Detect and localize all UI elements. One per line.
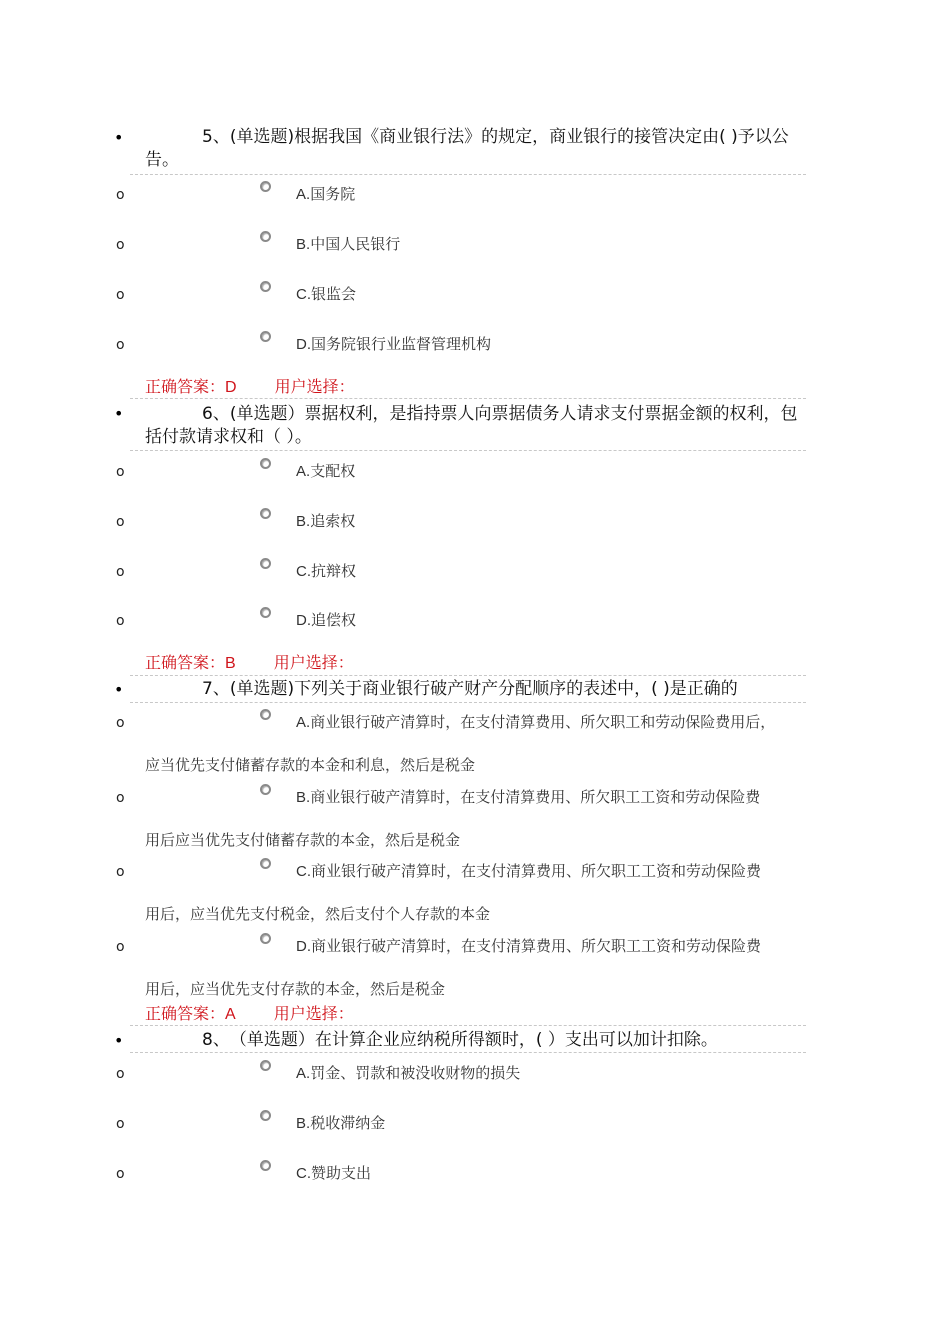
question-bullet: • xyxy=(114,680,124,699)
question-6-text xyxy=(145,403,813,449)
option-q8-c[interactable] xyxy=(296,1163,371,1184)
option-q5-c[interactable] xyxy=(296,284,356,305)
option-letter: B. xyxy=(296,789,311,806)
radio-button-q7-a[interactable] xyxy=(260,709,271,720)
option-q7-a-continued: 应当优先支付储蓄存款的本金和利息，然后是税金 xyxy=(145,756,476,774)
radio-button-q8-c[interactable] xyxy=(260,1160,271,1171)
question-bullet: • xyxy=(114,404,124,423)
question-bullet: • xyxy=(114,1031,124,1050)
divider xyxy=(130,398,806,399)
option-label: 抗辩权 xyxy=(311,562,357,580)
option-letter: B. xyxy=(296,1115,311,1132)
option-bullet: o xyxy=(116,790,125,806)
question-stem: (单选题)根据我国《商业银行法》的规定，商业银行的接管决定由( )予以公告。 xyxy=(145,127,789,170)
radio-button-q7-b[interactable] xyxy=(260,784,271,795)
option-q7-c-continued: 用后，应当优先支付税金，然后支付个人存款的本金 xyxy=(145,905,491,923)
option-q8-b[interactable] xyxy=(296,1113,385,1134)
option-label: 赞助支出 xyxy=(311,1164,372,1182)
radio-button-q6-b[interactable] xyxy=(260,508,271,519)
question-5-text xyxy=(145,126,813,172)
radio-button-q5-b[interactable] xyxy=(260,231,271,242)
correct-answer: A xyxy=(225,1006,236,1023)
correct-answer: B xyxy=(225,655,236,672)
option-label: 追索权 xyxy=(310,512,356,530)
answer-label: 正确答案： xyxy=(145,1004,226,1023)
option-letter: A. xyxy=(296,714,311,731)
option-label: 银监会 xyxy=(311,285,357,303)
option-q7-d-continued: 用后，应当优先支付存款的本金，然后是税金 xyxy=(145,980,446,998)
option-bullet: o xyxy=(116,464,125,480)
radio-button-q8-b[interactable] xyxy=(260,1110,271,1121)
option-letter: C. xyxy=(296,563,311,580)
answer-line-q7 xyxy=(145,1004,354,1025)
option-bullet: o xyxy=(116,187,125,203)
divider xyxy=(130,702,806,703)
option-bullet: o xyxy=(116,1066,125,1082)
radio-button-q5-a[interactable] xyxy=(260,181,271,192)
option-bullet: o xyxy=(116,237,125,253)
user-choice-label: 用户选择： xyxy=(274,377,355,396)
option-label: 商业银行破产清算时，在支付清算费用、所欠职工工资和劳动保险费 xyxy=(311,937,762,955)
question-number: 6、 xyxy=(202,404,230,424)
option-bullet: o xyxy=(116,337,125,353)
radio-button-q6-d[interactable] xyxy=(260,607,271,618)
answer-label: 正确答案： xyxy=(145,653,226,672)
option-letter: A. xyxy=(296,463,311,480)
option-bullet: o xyxy=(116,1166,125,1182)
option-bullet: o xyxy=(116,864,125,880)
option-label: 追偿权 xyxy=(311,611,357,629)
option-q5-a[interactable] xyxy=(296,184,355,205)
option-bullet: o xyxy=(116,1116,125,1132)
divider xyxy=(130,675,806,676)
option-label: 国务院银行业监督管理机构 xyxy=(311,335,492,353)
option-q6-c[interactable] xyxy=(296,561,356,582)
option-q5-d[interactable] xyxy=(296,334,491,355)
option-letter: B. xyxy=(296,513,311,530)
option-letter: C. xyxy=(296,1165,311,1182)
divider xyxy=(130,1052,806,1053)
option-q6-d[interactable] xyxy=(296,610,356,631)
question-number: 8、 xyxy=(202,1030,230,1050)
divider xyxy=(130,1025,806,1026)
radio-button-q7-d[interactable] xyxy=(260,933,271,944)
question-stem: (单选题)下列关于商业银行破产财产分配顺序的表述中，( )是正确的 xyxy=(229,679,738,699)
radio-button-q6-c[interactable] xyxy=(260,558,271,569)
option-label: 支配权 xyxy=(310,462,356,480)
user-choice-label: 用户选择： xyxy=(273,1004,354,1023)
option-label: 罚金、罚款和被没收财物的损失 xyxy=(310,1064,521,1082)
correct-answer: D xyxy=(225,379,237,396)
option-bullet: o xyxy=(116,287,125,303)
divider xyxy=(130,174,806,175)
question-number: 5、 xyxy=(202,127,230,147)
question-stem: (单选题）票据权利，是指持票人向票据债务人请求支付票据金额的权利，包括付款请求权和（ ）。 xyxy=(145,404,798,447)
question-7-text xyxy=(145,678,813,701)
option-letter: B. xyxy=(296,236,311,253)
option-label: 商业银行破产清算时，在支付清算费用、所欠职工工资和劳动保险费 xyxy=(310,788,761,806)
option-label: 税收滞纳金 xyxy=(310,1114,386,1132)
option-bullet: o xyxy=(116,613,125,629)
option-letter: D. xyxy=(296,938,311,955)
radio-button-q7-c[interactable] xyxy=(260,858,271,869)
question-stem: （单选题）在计算企业应纳税所得额时，( ）支出可以加计扣除。 xyxy=(229,1030,718,1050)
option-q6-a[interactable] xyxy=(296,461,355,482)
option-q7-b-continued: 用后应当优先支付储蓄存款的本金，然后是税金 xyxy=(145,831,461,849)
question-8-text xyxy=(145,1029,813,1052)
option-label: 商业银行破产清算时，在支付清算费用、所欠职工和劳动保险费用后， xyxy=(310,713,776,731)
option-q7-d[interactable] xyxy=(296,936,761,957)
option-q8-a[interactable] xyxy=(296,1063,520,1084)
option-letter: C. xyxy=(296,286,311,303)
option-bullet: o xyxy=(116,939,125,955)
option-letter: A. xyxy=(296,1065,311,1082)
option-bullet: o xyxy=(116,564,125,580)
radio-button-q8-a[interactable] xyxy=(260,1060,271,1071)
user-choice-label: 用户选择： xyxy=(273,653,354,672)
answer-line-q5 xyxy=(145,377,355,398)
option-q6-b[interactable] xyxy=(296,511,355,532)
radio-button-q6-a[interactable] xyxy=(260,458,271,469)
option-q7-c[interactable] xyxy=(296,861,761,882)
option-bullet: o xyxy=(116,715,125,731)
option-label: 国务院 xyxy=(310,185,356,203)
divider xyxy=(130,450,806,451)
radio-button-q5-c[interactable] xyxy=(260,281,271,292)
question-number: 7、 xyxy=(202,679,230,699)
option-label: 中国人民银行 xyxy=(310,235,401,253)
answer-label: 正确答案： xyxy=(145,377,226,396)
option-letter: D. xyxy=(296,612,311,629)
option-letter: C. xyxy=(296,863,311,880)
option-q5-b[interactable] xyxy=(296,234,400,255)
option-letter: D. xyxy=(296,336,311,353)
option-label: 商业银行破产清算时，在支付清算费用、所欠职工工资和劳动保险费 xyxy=(311,862,762,880)
radio-button-q5-d[interactable] xyxy=(260,331,271,342)
option-q7-a[interactable] xyxy=(296,712,775,733)
option-bullet: o xyxy=(116,514,125,530)
question-bullet: • xyxy=(114,128,124,147)
option-letter: A. xyxy=(296,186,311,203)
answer-line-q6 xyxy=(145,653,354,674)
option-q7-b[interactable] xyxy=(296,787,760,808)
